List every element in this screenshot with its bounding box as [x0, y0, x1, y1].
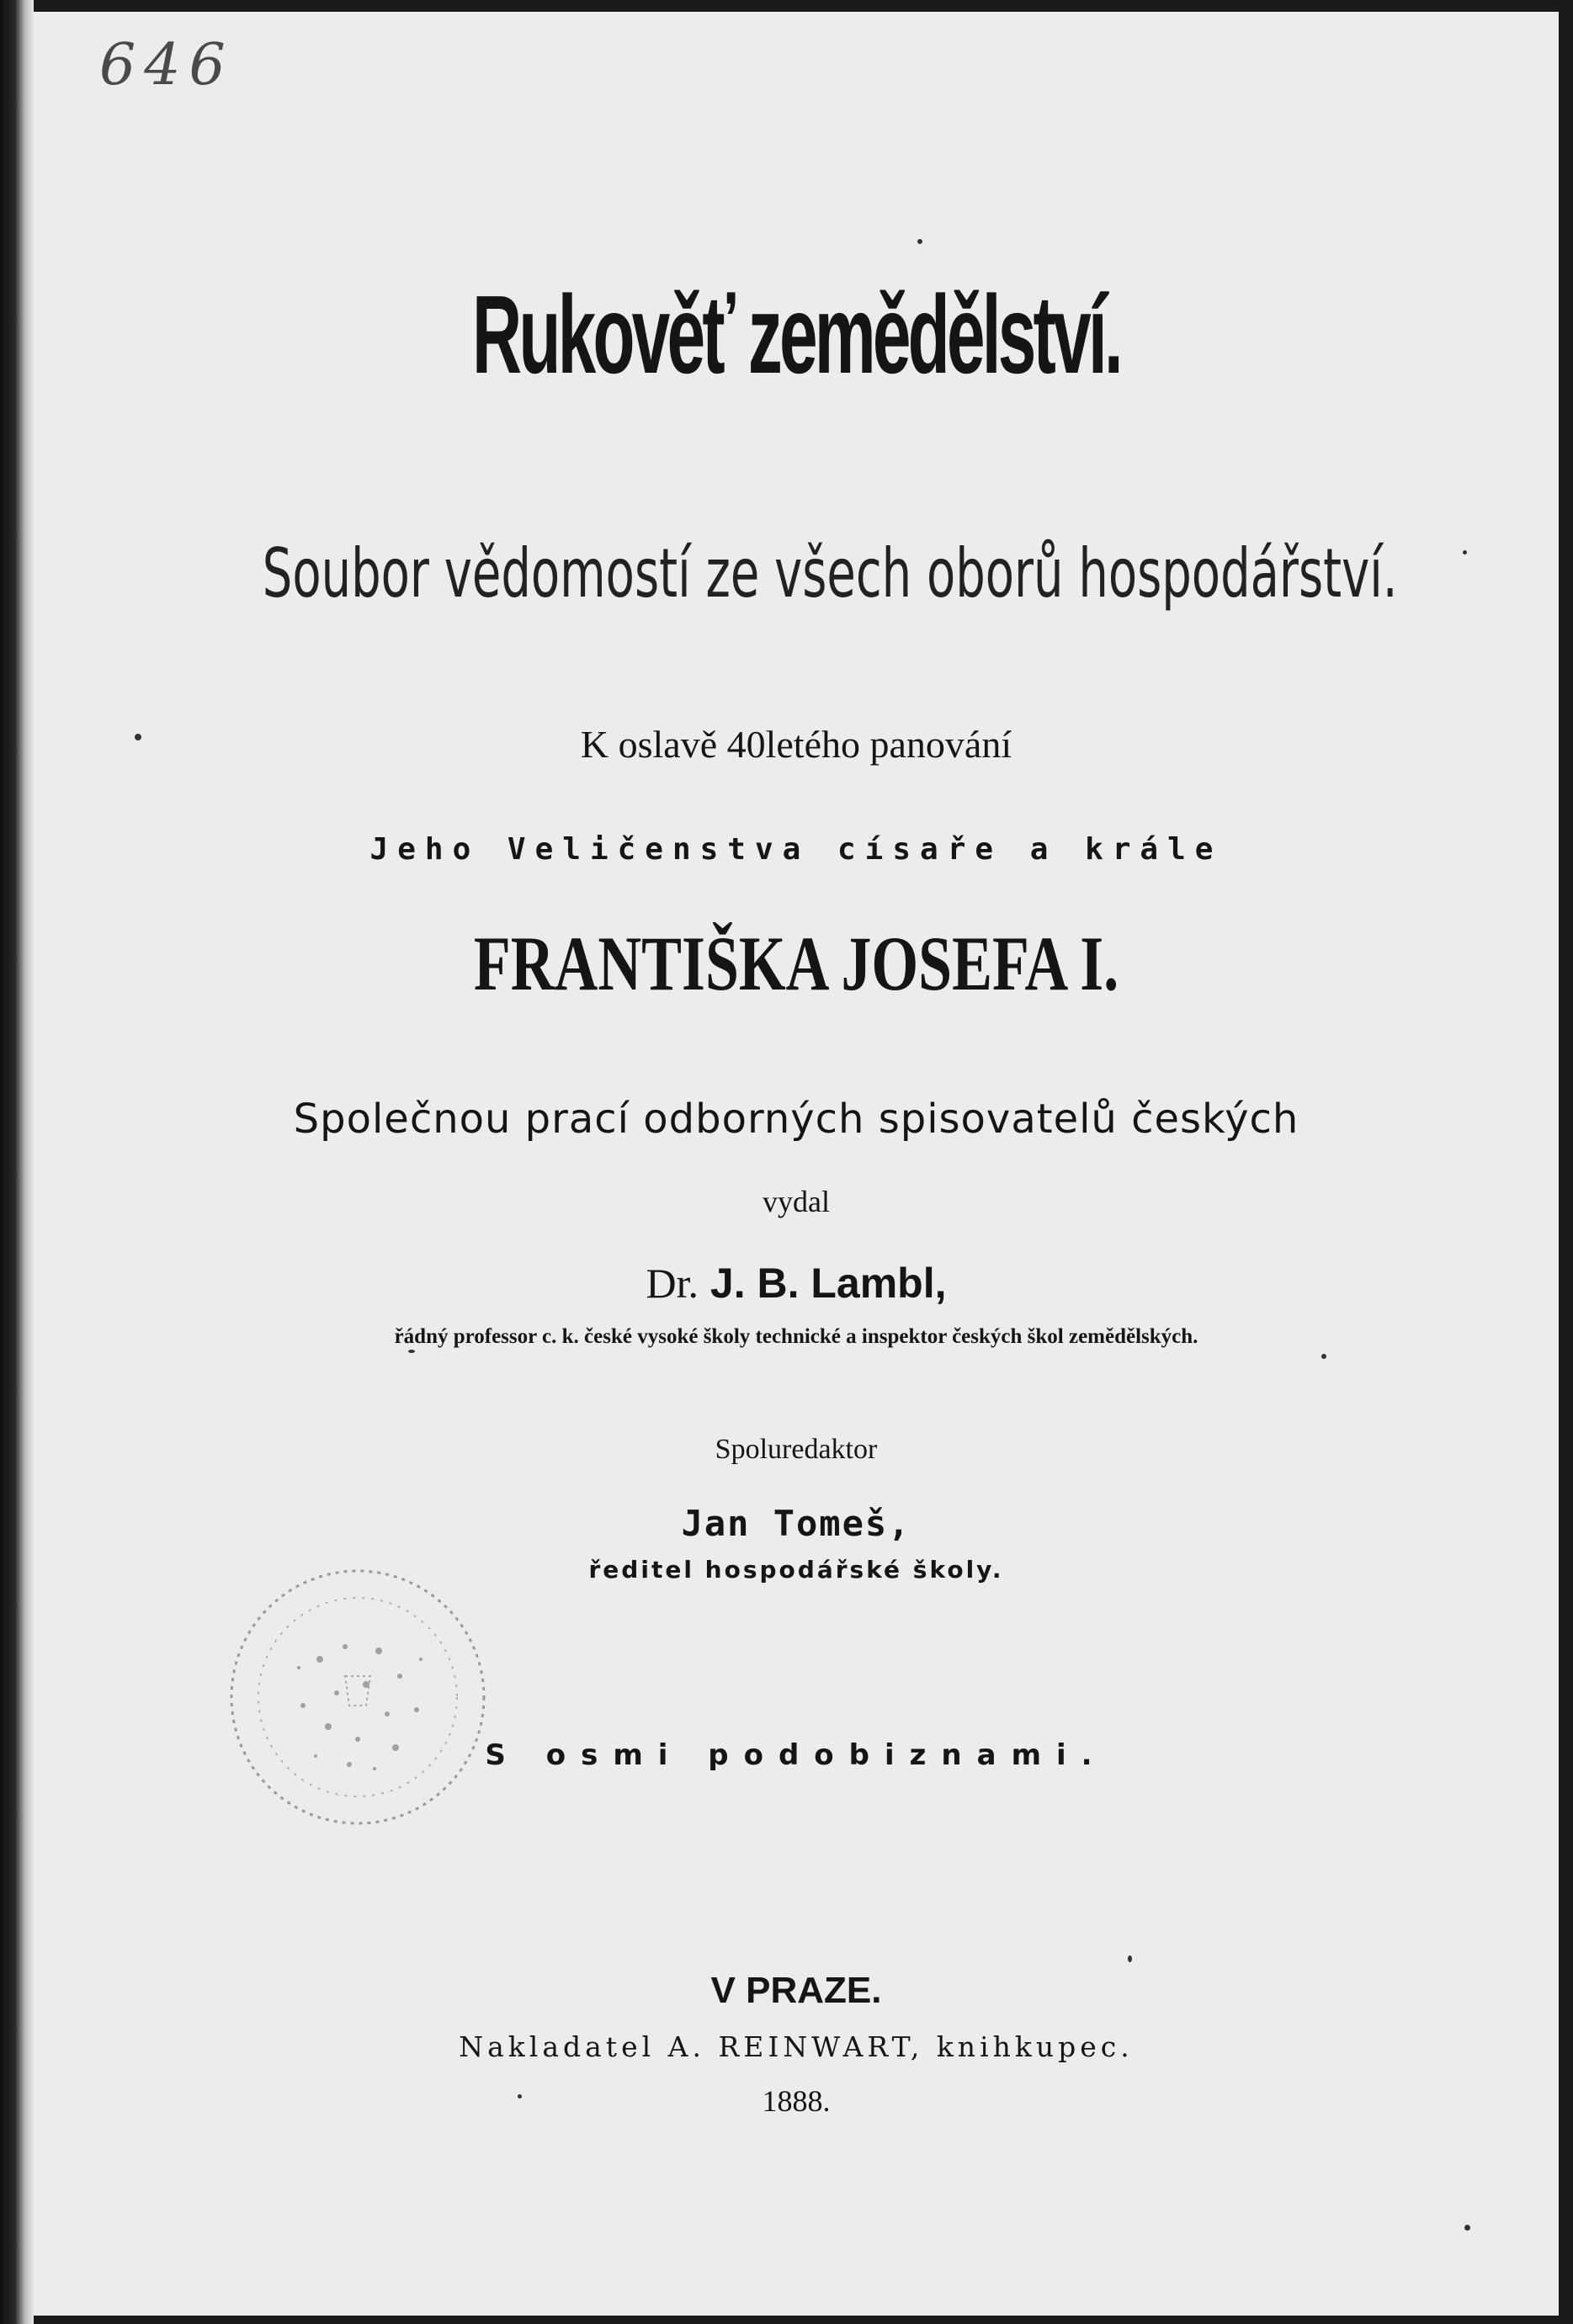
dust-speck — [135, 734, 141, 740]
published-by-label: vydal — [763, 1185, 830, 1218]
dust-speck — [408, 1350, 415, 1353]
handwritten-folio-number: 646 — [99, 32, 234, 98]
dust-speck — [917, 239, 922, 244]
book-subtitle: Soubor vědomostí ze všech oborů hospodářství. — [262, 534, 1398, 613]
coeditor-label: Spoluredaktor — [715, 1434, 878, 1465]
book-title: Rukověť zemědělství. — [472, 273, 1120, 396]
imprint-year: 1888. — [762, 2084, 831, 2118]
majesty-line: Jeho Veličenstva císaře a krále — [369, 832, 1223, 867]
dust-speck — [1463, 550, 1467, 554]
title-page — [34, 12, 1559, 2316]
editor-prefix: Dr. — [646, 1260, 699, 1307]
dust-speck — [1464, 2225, 1470, 2231]
book-spine-edge — [0, 0, 34, 2324]
coeditor-title: ředitel hospodářské školy. — [588, 1556, 1004, 1584]
imprint-publisher: Nakladatel A. REINWART, knihkupec. — [459, 2030, 1134, 2063]
coeditor-name: Jan Tomeš, — [681, 1503, 911, 1544]
editor-title: řádný professor c. k. české vysoké školy technické a inspektor českých škol zemědělských. — [394, 1325, 1198, 1348]
collaboration-line: Společnou prací odborných spisovatelů českých — [293, 1096, 1299, 1143]
dust-speck — [518, 2094, 522, 2098]
library-stamp-icon — [219, 1558, 497, 1836]
emperor-name: FRANTIŠKA JOSEFA I. — [473, 921, 1119, 1006]
imprint-place: V PRAZE. — [710, 1970, 882, 2011]
dust-speck — [1321, 1354, 1326, 1359]
dedication-line: K oslavě 40letého panování — [580, 723, 1012, 766]
editor-name — [34, 1260, 1559, 1307]
editor-name-text: J. B. Lambl, — [709, 1260, 947, 1307]
dust-speck — [1128, 1955, 1132, 1962]
portraits-note: S osmi podobiznami. — [485, 1738, 1108, 1772]
